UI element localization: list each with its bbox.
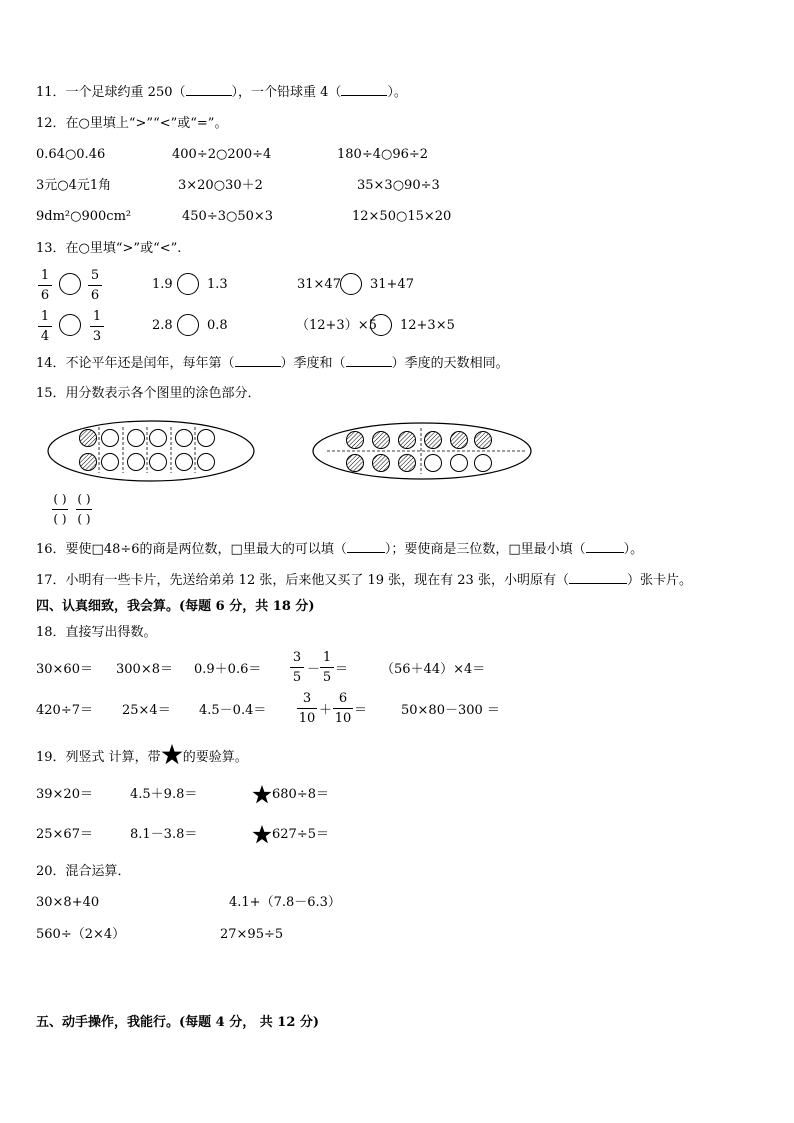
q14-text-c: ）季度的天数相同。 [391, 356, 509, 371]
q13-title: 13．在○里填“>”或“<”. [36, 241, 182, 256]
circle [80, 454, 97, 471]
circle [451, 432, 468, 449]
q19-title [36, 744, 248, 767]
q18-r1-c2: 300×8＝ [116, 662, 173, 677]
q18-op-1: － [307, 662, 321, 677]
q13-frac-1: 1 6 [38, 268, 52, 303]
circle [475, 432, 492, 449]
q19-r1-c1: 39×20＝ [36, 787, 93, 802]
q13-compare-circle-1[interactable] [59, 273, 81, 295]
q15-figure-2 [313, 422, 553, 482]
q13-frac-4: 1 3 [90, 309, 104, 344]
q18-frac-b1: 1 5 [320, 650, 334, 685]
q11-blank-1[interactable] [186, 83, 232, 96]
circle [399, 432, 416, 449]
q14 [36, 354, 509, 373]
circle [80, 430, 97, 447]
q16-text-c: ）。 [623, 542, 644, 557]
q12-r3-c2: 450÷3○50×3 [182, 209, 274, 224]
q16 [36, 540, 643, 559]
q11 [36, 83, 407, 102]
circle [150, 454, 167, 471]
q17-text-b: ）张卡片。 [626, 573, 692, 588]
q13-c1: 31×47 [297, 277, 341, 292]
q11-blank-2[interactable] [341, 83, 387, 96]
circle [425, 455, 442, 472]
q15-title: 15．用分数表示各个图里的涂色部分． [36, 386, 261, 401]
q18-r2-c1: 420÷7＝ [36, 703, 93, 718]
circle [425, 432, 442, 449]
q18-eq-2: ＝ [354, 703, 368, 718]
q18-r2-c5: 50×80－300 ＝ [401, 703, 500, 718]
circle [373, 432, 390, 449]
section-5-title: 五、动手操作，我能行。(每题 4 分， 共 12 分) [36, 1015, 320, 1030]
q16-text-a: 16．要使□48÷6的商是两位数，□里最大的可以填（ [36, 542, 347, 557]
q16-blank-1[interactable] [347, 540, 385, 553]
q15-answer-frac-1[interactable]: ( ) ( ) [53, 492, 67, 526]
q18-r1-c5: （56＋44）×4＝ [381, 662, 486, 677]
q13-b1: 1.3 [207, 277, 228, 292]
q14-text-b: ）季度和（ [280, 356, 346, 371]
q19-r1-c3: 680÷8＝ [272, 787, 329, 802]
q13-d1: 31+47 [370, 277, 414, 292]
q19-r2-c2: 8.1－3.8＝ [130, 827, 198, 842]
q12-r2-c2: 3×20○30＋2 [178, 178, 263, 193]
circle [128, 454, 145, 471]
q18-op-2: ＋ [319, 703, 333, 718]
q13-compare-circle-2[interactable] [177, 273, 199, 295]
q18-r1-c1: 30×60＝ [36, 662, 93, 677]
q20-title: 20．混合运算． [36, 864, 131, 879]
circle [102, 454, 119, 471]
q12-r1-c3: 180÷4○96÷2 [337, 147, 429, 162]
q11-text-a: 11．一个足球约重 250（ [36, 85, 186, 100]
q19-r2-c1: 25×67＝ [36, 827, 93, 842]
star-icon [252, 785, 272, 805]
q13-a1: 1.9 [152, 277, 173, 292]
q13-a2: 2.8 [152, 318, 173, 333]
q19-r1-c2: 4.5＋9.8＝ [130, 787, 198, 802]
q12-r2-c3: 35×3○90÷3 [357, 178, 440, 193]
q18-r2-c3: 4.5－0.4＝ [199, 703, 267, 718]
q12-r1-c1: 0.64○0.46 [36, 147, 106, 162]
q15-figure-1 [48, 418, 308, 488]
q13-d2: 12+3×5 [400, 318, 455, 333]
q18-eq-1: ＝ [335, 662, 349, 677]
q13-compare-circle-6[interactable] [370, 314, 392, 336]
q16-blank-2[interactable] [586, 540, 624, 553]
q19-r2-c3: 627÷5＝ [272, 827, 329, 842]
circle [475, 455, 492, 472]
q17 [36, 571, 692, 590]
q18-frac-a2: 3 10 [298, 691, 316, 726]
circle [347, 432, 364, 449]
star-icon [161, 744, 183, 766]
circle [128, 430, 145, 447]
q18-r1-c3: 0.9＋0.6＝ [194, 662, 262, 677]
circle [150, 430, 167, 447]
q20-item-3: 560÷（2×4） [36, 927, 126, 942]
q14-blank-2[interactable] [346, 354, 392, 367]
circle [399, 455, 416, 472]
q19-title-b: 的要验算。 [182, 750, 248, 765]
q17-blank[interactable] [569, 571, 627, 584]
q17-text-a: 17．小明有一些卡片，先送给弟弟 12 张，后来他又买了 19 张，现在有 23 张，小明原有（ [36, 573, 569, 588]
q13-compare-circle-5[interactable] [177, 314, 199, 336]
q11-text-b: ），一个铅球重 4（ [231, 85, 342, 100]
q12-r3-c3: 12×50○15×20 [352, 209, 452, 224]
q14-blank-1[interactable] [235, 354, 281, 367]
q12-r2-c1: 3元○4元1角 [36, 178, 112, 193]
q20-item-4: 27×95÷5 [220, 927, 284, 942]
circle [198, 430, 215, 447]
q14-text-a: 14．不论平年还是闰年，每年第（ [36, 356, 235, 371]
q18-frac-a1: 3 5 [290, 650, 304, 685]
q12-r3-c1: 9dm²○900cm² [36, 209, 132, 224]
circle [102, 430, 119, 447]
q19-title-a: 19．列竖式 计算，带 [36, 750, 161, 765]
circle [198, 454, 215, 471]
q20-item-2: 4.1+（7.8－6.3） [229, 895, 341, 910]
circle [176, 430, 193, 447]
q12-r1-c2: 400÷2○200÷4 [172, 147, 272, 162]
q13-b2: 0.8 [207, 318, 228, 333]
section-4-title: 四、认真细致，我会算。(每题 6 分，共 18 分) [36, 599, 315, 614]
q20-item-1: 30×8+40 [36, 895, 100, 910]
q18-frac-b2: 6 10 [334, 691, 352, 726]
q18-r2-c2: 25×4＝ [122, 703, 171, 718]
q18-title: 18．直接写出得数。 [36, 625, 157, 640]
q13-compare-circle-3[interactable] [340, 273, 362, 295]
q15-answer-frac-2[interactable]: ( ) ( ) [77, 492, 91, 526]
q13-c2: （12+3）×5 [296, 318, 377, 333]
q13-compare-circle-4[interactable] [59, 314, 81, 336]
circle [347, 455, 364, 472]
star-icon [252, 825, 272, 845]
circle [373, 455, 390, 472]
q16-text-b: ）；要使商是三位数，□里最小填（ [384, 542, 586, 557]
q13-frac-3: 1 4 [38, 309, 52, 344]
circle [451, 455, 468, 472]
q11-text-c: ）。 [387, 85, 407, 100]
q12-title: 12．在○里填上“>”“<”或“=”。 [36, 116, 228, 131]
q13-frac-2: 5 6 [88, 268, 102, 303]
circle [176, 454, 193, 471]
